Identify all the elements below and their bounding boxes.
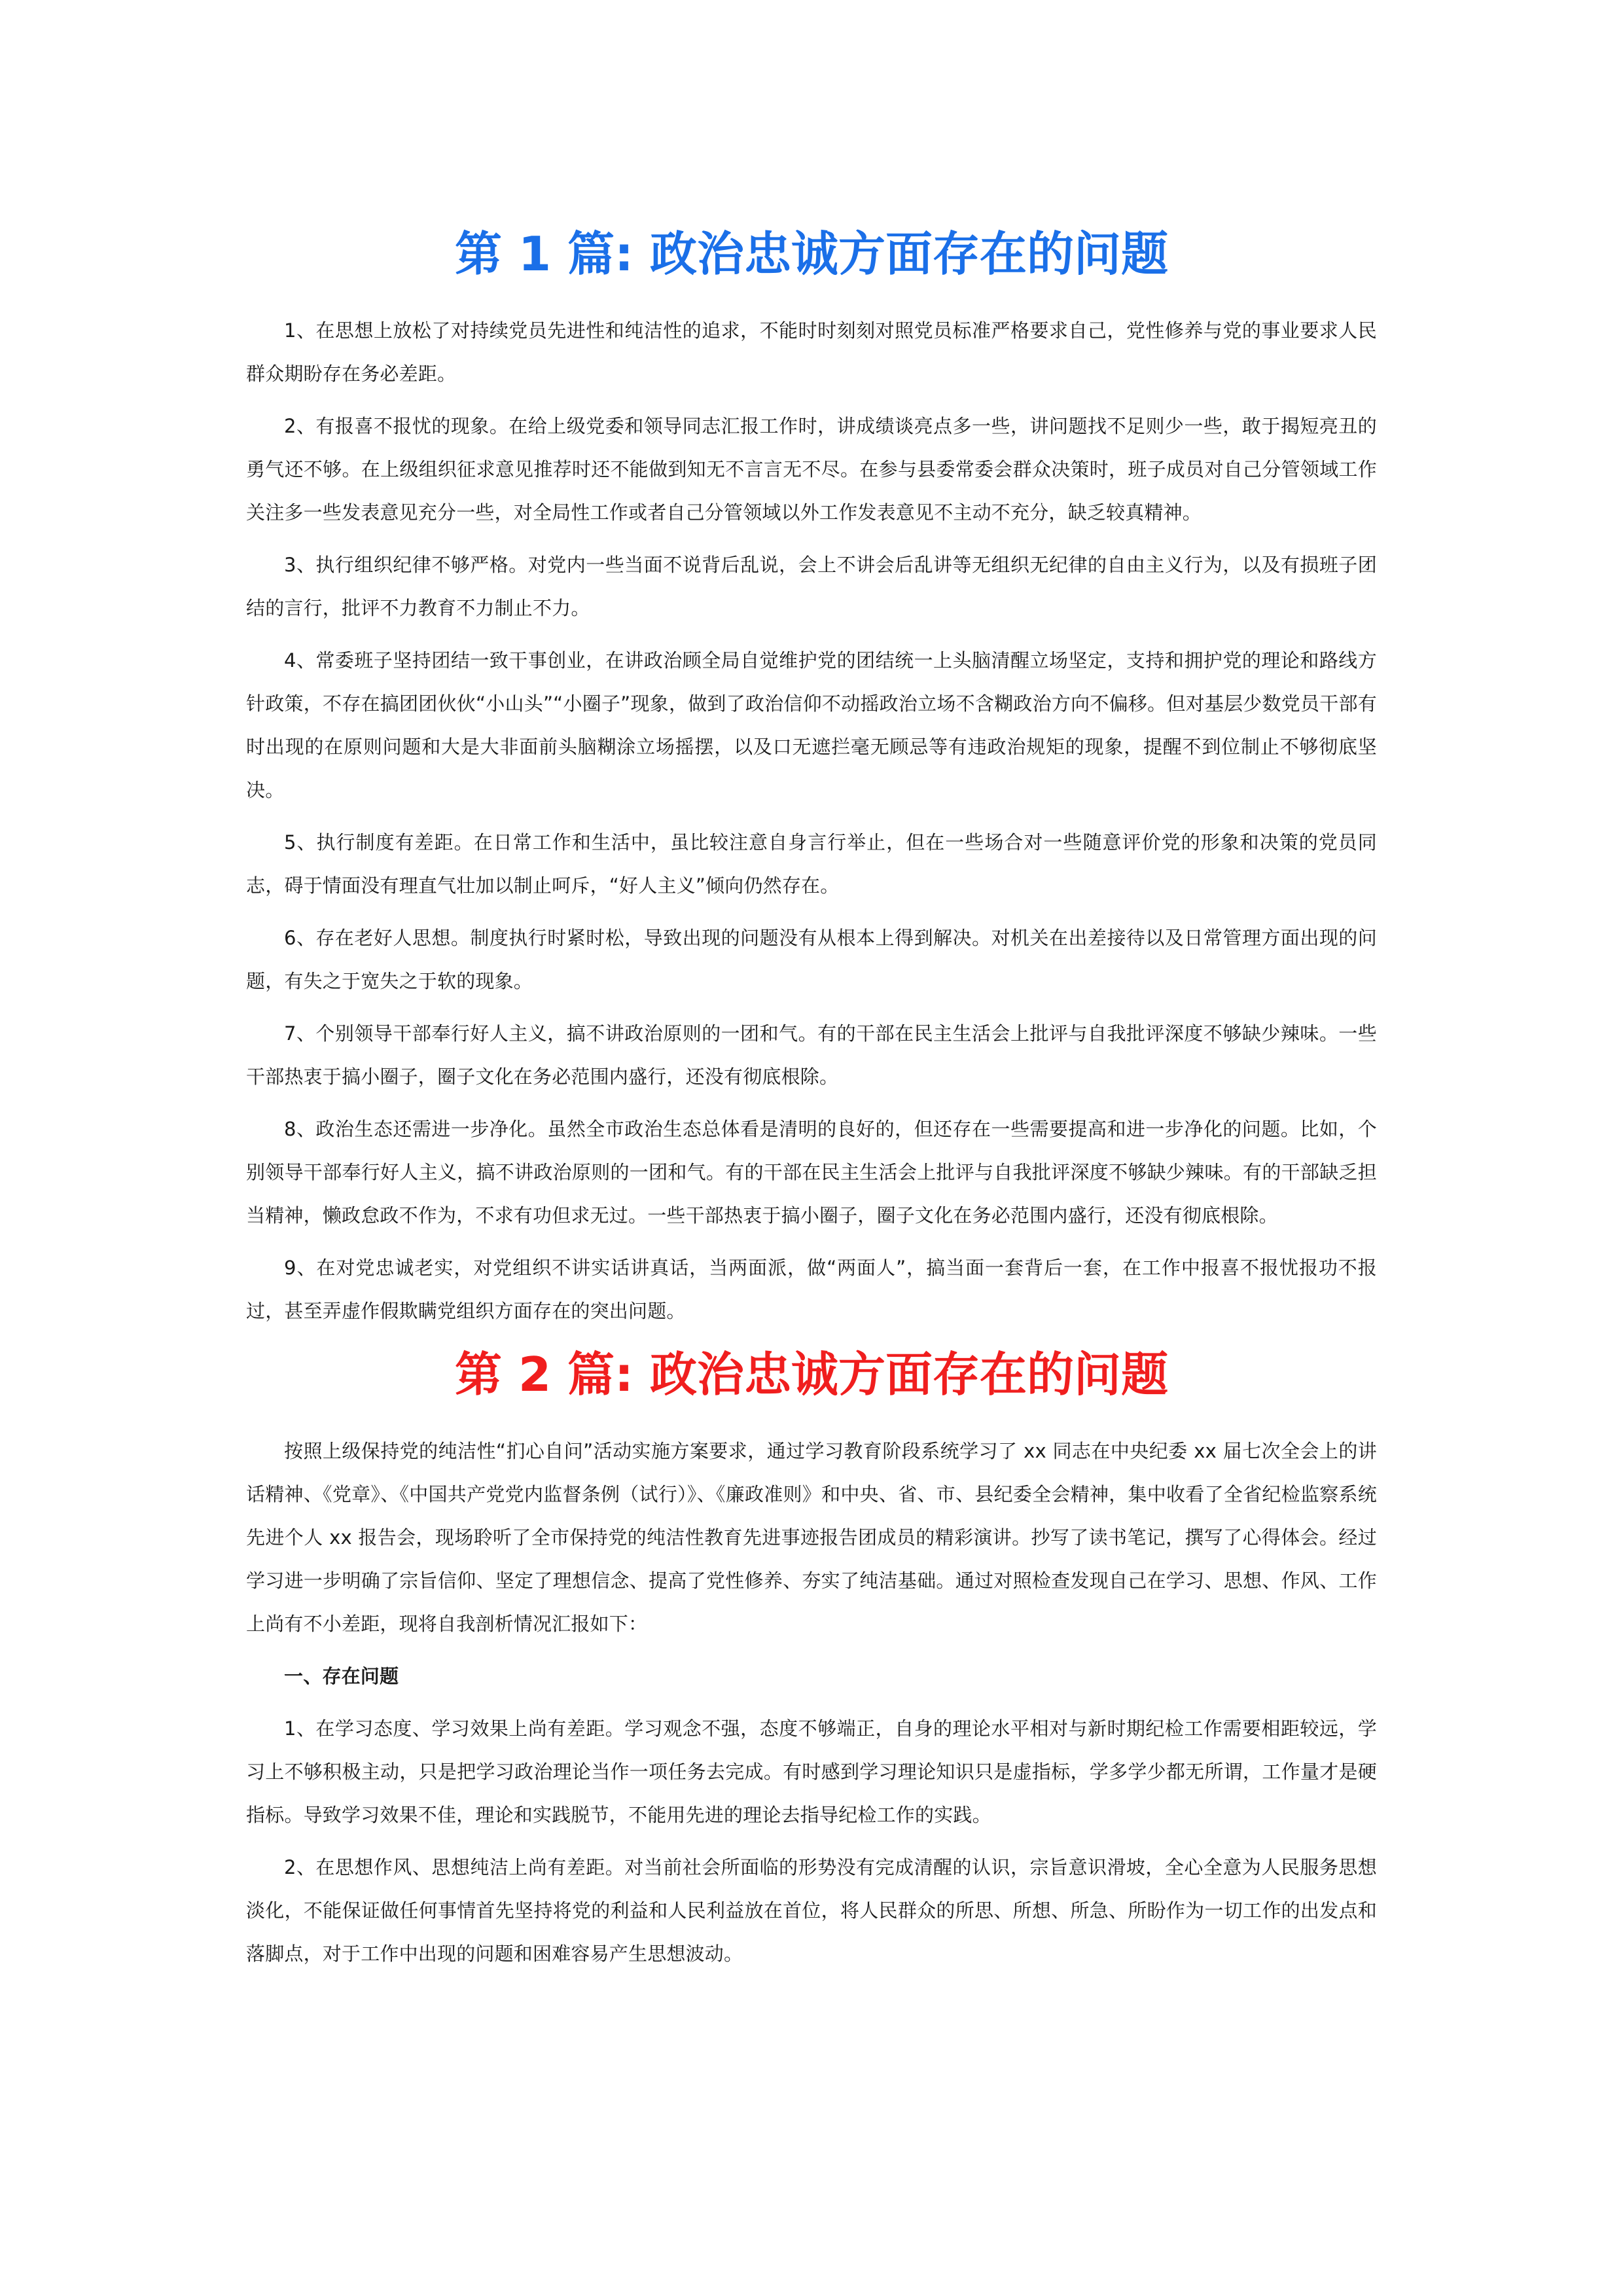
- section-1-paragraph-3: 3、执行组织纪律不够严格。对党内一些当面不说背后乱说，会上不讲会后乱讲等无组织无纪律的自由主义行为，以及有损班子团结的言行，批评不力教育不力制止不力。: [246, 554, 1377, 619]
- section-1-paragraph-8: 8、政治生态还需进一步净化。虽然全市政治生态总体看是清明的良好的，但还存在一些需要提高和进一步净化的问题。比如，个别领导干部奉行好人主义，搞不讲政治原则的一团和气。有的干部在民主生活会上批评与自我批评深度不够缺少辣味。有的干部缺乏担当精神，懒政怠政不作为，不求有功但求无过。一些干部热衷于搞小圈子，圈子文化在务必范围内盛行，还没有彻底根除。: [246, 1118, 1377, 1227]
- section-1-paragraph-2: 2、有报喜不报忧的现象。在给上级党委和领导同志汇报工作时，讲成绩谈亮点多一些，讲问题找不足则少一些，敢于揭短亮丑的勇气还不够。在上级组织征求意见推荐时还不能做到知无不言言无不尽。在参与县委常委会群众决策时，班子成员对自己分管领域工作关注多一些发表意见充分一些，对全局性工作或者自己分管领域以外工作发表意见不主动不充分，缺乏较真精神。: [246, 415, 1377, 524]
- section-2-body: [246, 1429, 1377, 1975]
- section-1-paragraph-9: 9、在对党忠诚老实，对党组织不讲实话讲真话，当两面派，做“两面人”，搞当面一套背后一套，在工作中报喜不报忧报功不报过，甚至弄虚作假欺瞒党组织方面存在的突出问题。: [246, 1257, 1377, 1322]
- section-2-title: 第 2 篇: 政治忠诚方面存在的问题: [454, 1347, 1169, 1402]
- section-1-body: [246, 309, 1377, 1333]
- section-1-paragraph-4: 4、常委班子坚持团结一致干事创业，在讲政治顾全局自觉维护党的团结统一上头脑清醒立场坚定，支持和拥护党的理论和路线方针政策，不存在搞团团伙伙“小山头”“小圈子”现象，做到了政治信仰不动摇政治立场不含糊政治方向不偏移。但对基层少数党员干部有时出现的在原则问题和大是大非面前头脑糊涂立场摇摆，以及口无遮拦毫无顾忌等有违政治规矩的现象，提醒不到位制止不够彻底坚决。: [246, 649, 1377, 801]
- section-1-title: 第 1 篇: 政治忠诚方面存在的问题: [454, 226, 1169, 281]
- section-1-paragraph-1: 1、在思想上放松了对持续党员先进性和纯洁性的追求，不能时时刻刻对照党员标准严格要求自己，党性修养与党的事业要求人民群众期盼存在务必差距。: [246, 319, 1377, 385]
- section-2-paragraph-2: 2、在思想作风、思想纯洁上尚有差距。对当前社会所面临的形势没有完成清醒的认识，宗旨意识滑坡，全心全意为人民服务思想淡化，不能保证做任何事情首先坚持将党的利益和人民利益放在首位，将人民群众的所思、所想、所急、所盼作为一切工作的出发点和落脚点，对于工作中出现的问题和困难容易产生思想波动。: [246, 1856, 1377, 1965]
- section-2-paragraph-1: 1、在学习态度、学习效果上尚有差距。学习观念不强，态度不够端正，自身的理论水平相对与新时期纪检工作需要相距较远，学习上不够积极主动，只是把学习政治理论当作一项任务去完成。有时感到学习理论知识只是虚指标，学多学少都无所谓，工作量才是硬指标。导致学习效果不佳，理论和实践脱节，不能用先进的理论去指导纪检工作的实践。: [246, 1717, 1377, 1826]
- section-2-heading: 一、存在问题: [284, 1665, 399, 1687]
- section-1-paragraph-6: 6、存在老好人思想。制度执行时紧时松，导致出现的问题没有从根本上得到解决。对机关在出差接待以及日常管理方面出现的问题，有失之于宽失之于软的现象。: [246, 927, 1377, 992]
- section-1-paragraph-5: 5、执行制度有差距。在日常工作和生活中，虽比较注意自身言行举止，但在一些场合对一些随意评价党的形象和决策的党员同志，碍于情面没有理直气壮加以制止呵斥，“好人主义”倾向仍然存在。: [246, 831, 1377, 897]
- section-1-paragraph-7: 7、个别领导干部奉行好人主义，搞不讲政治原则的一团和气。有的干部在民主生活会上批评与自我批评深度不够缺少辣味。一些干部热衷于搞小圈子，圈子文化在务必范围内盛行，还没有彻底根除。: [246, 1022, 1377, 1088]
- document-page: [246, 0, 1377, 1984]
- section-2-intro: 按照上级保持党的纯洁性“扪心自问”活动实施方案要求，通过学习教育阶段系统学习了 xx 同志在中央纪委 xx 届七次全会上的讲话精神、《党章》、《中国共产党党内监督条例（试行）》、《廉政准则》和中央、省、市、县纪委全会精神，集中收看了全省纪检监察系统先进个人 xx 报告会，现场聆听了全市保持党的纯洁性教育先进事迹报告团成员的精彩演讲。抄写了读书笔记，撰写了心得体会。经过学习进一步明确了宗旨信仰、坚定了理想信念、提高了党性修养、夯实了纯洁基础。通过对照检查发现自己在学习、思想、作风、工作上尚有不小差距，现将自我剖析情况汇报如下：: [246, 1440, 1377, 1635]
